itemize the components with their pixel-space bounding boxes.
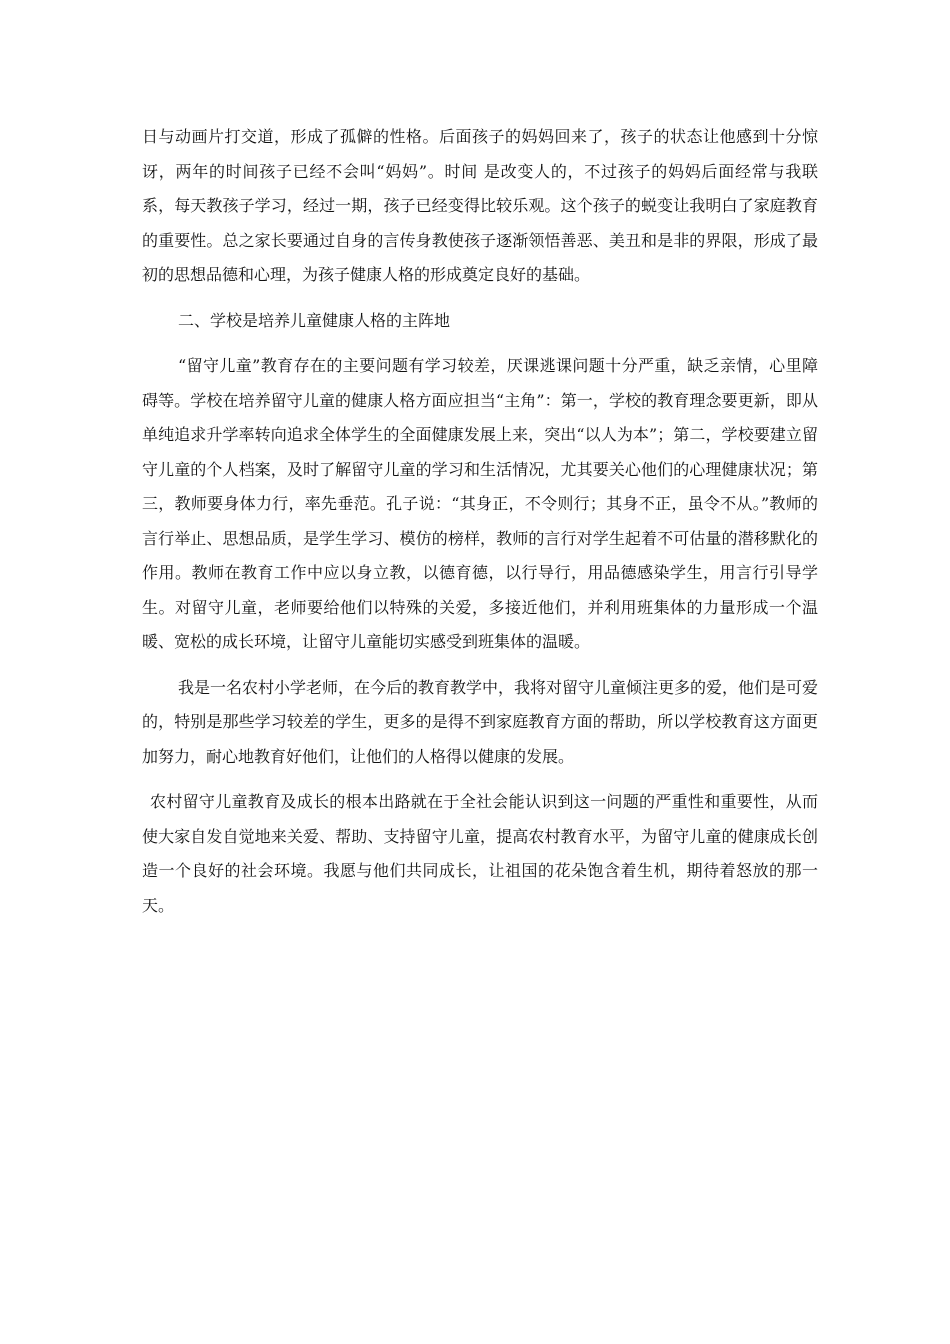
section-heading-school: 二、学校是培养儿童健康人格的主阵地 [178, 310, 451, 330]
paragraph-teacher-commitment: 我是一名农村小学老师，在今后的教育教学中，我将对留守儿童倾注更多的爱，他们是可爱的，特别是那些学习较差的学生，更多的是得不到家庭教育方面的帮助，所以学校教育这方面更加努力，耐心地教育好他们，让他们的人格得以健康的发展。 [142, 677, 819, 766]
paragraph-closing: 农村留守儿童教育及成长的根本出路就在于全社会能认识到这一问题的严重性和重要性，从而使大家自发自觉地来关爱、帮助、支持留守儿童，提高农村教育水平，为留守儿童的健康成长创造一个良好的社会环境。我愿与他们共同成长，让祖国的花朵饱含着生机，期待着怒放的那一天。 [142, 792, 818, 915]
paragraph-family-education-conclusion: 日与动画片打交道，形成了孤僻的性格。后面孩子的妈妈回来了，孩子的状态让他感到十分惊讶，两年的时间孩子已经不会叫“妈妈”。时间 是改变人的，不过孩子的妈妈后面经常与我联系，每天教孩子学习，经过一期，孩子已经变得比较乐观。这个孩子的蜕变让我明白了家庭教育的重要性。总之家长要通过自身的言传身教使孩子逐渐领悟善恶、美丑和是非的界限，形成了最初的思想品德和心理，为孩子健康人格的形成奠定良好的基础。 [142, 127, 818, 284]
document-body [142, 120, 818, 934]
paragraph-school-role: “留守儿童”教育存在的主要问题有学习较差，厌课逃课问题十分严重，缺乏亲情，心里障碍等。学校在培养留守儿童的健康人格方面应担当“主角”：第一，学校的教育理念要更新，即从单纯追求升学率转向追求全体学生的全面健康发展上来，突出“以人为本”；第二，学校要建立留守儿童的个人档案，及时了解留守儿童的学习和生活情况，尤其要关心他们的心理健康状况；第三，教师要身体力行，率先垂范。孔子说：“其身正，不令则行；其身不正，虽令不从。”教师的言行举止、思想品质，是学生学习、模仿的榜样，教师的言行对学生起着不可估量的潜移默化的作用。教师在教育工作中应以身立教，以德育德，以行导行，用品德感染学生，用言行引导学生。对留守儿童，老师要给他们以特殊的关爱，多接近他们，并利用班集体的力量形成一个温暖、宽松的成长环境，让留守儿童能切实感受到班集体的温暖。 [142, 356, 818, 651]
